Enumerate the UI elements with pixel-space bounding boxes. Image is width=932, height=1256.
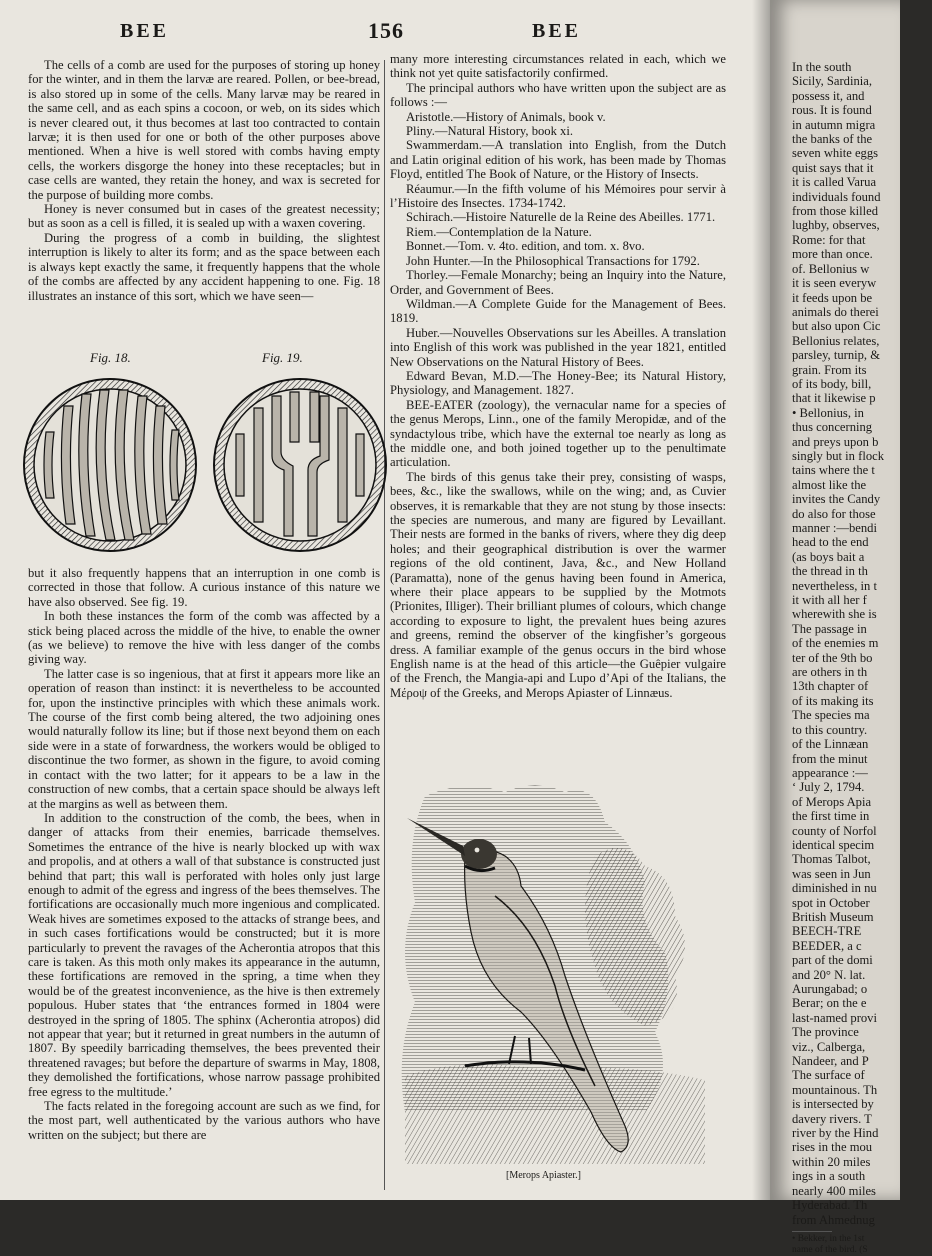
column-3-line: nearly 400 miles <box>792 1183 876 1198</box>
column-3-line: grain. From its <box>792 362 867 377</box>
reference-item: Réaumur.—In the fifth volume of his Mémoires pour servir à l’Histoire des Insectes. 1734-1742. <box>390 181 726 211</box>
comb-figures-illustration <box>20 372 392 558</box>
column-3-line: from those killed <box>792 204 879 219</box>
column-3-line: but also upon Cic <box>792 319 881 334</box>
column-3-line: The species ma <box>792 708 870 723</box>
paragraph: In addition to the construction of the comb, the bees, when in danger of attacks from their enemies, barricade themselves. Sometimes the entrance of the hive is nearly blocked up with wax and propolis, and at others a wall of that substance is constructed just behind that part; this wall is perforated with holes only just large enough to admit of the egress and ingress of the bees themselves. The fortifications are occasionally much more ingenious and complicated. Weak hives are sometimes exposed to the attacks of strange bees, and in such cases fortifications would be constructed; but it is more particularly to prevent the ravages of the Acherontia atropos that this care is taken. As this moth only makes its appearance in the autumn, these fortifications are removed in the spring, a time when they would be of the greatest inconvenience, as the hive is then extremely populous. Huber states that ‘the entrances formed in 1804 were destroyed in the spring of 1805. The sphinx (Acherontia atropos) did not appear that year; but it returned in great numbers in the autumn of 1807. By speedily barricading themselves, the bees prevented their threatened ravages; but before the departure of swarms in May, 1808, they demolished the fortifications, whose narrow passage prohibited free egress to the multitude.’ <box>28 810 380 1099</box>
column-3-line: Aurungabad; o <box>792 982 868 996</box>
column-3-line: the banks of the <box>792 132 873 147</box>
column-3-line: manner :—bendi <box>792 521 877 535</box>
column-3-line: British Museum <box>792 909 874 924</box>
column-3-line: ings in a south <box>792 1169 866 1184</box>
column-3-line: nevertheless, in t <box>792 578 877 593</box>
column-3-line: it is seen everyw <box>792 276 877 291</box>
paragraph: In both these instances the form of the comb was affected by a stick being placed across the middle of the hive, to enable the owner (as we believe) to remove the hive with less danger of the combs giving way. <box>28 609 380 667</box>
column-3-line: rises in the mou <box>792 1140 873 1155</box>
paragraph: The facts related in the foregoing account are such as we find, for the most part, well authenticated by the various authors who have written on the subject; but there are <box>28 1099 380 1142</box>
column-3-line: of the enemies m <box>792 636 879 651</box>
column-3-line: wherewith she is <box>792 607 877 622</box>
column-3-line: possess it, and <box>792 88 865 103</box>
column-3-line: it with all her f <box>792 593 867 608</box>
footnote-rule <box>792 1231 832 1232</box>
column-3-line: lughby, observes, <box>792 218 880 233</box>
column-3-line: parsley, turnip, & <box>792 348 881 363</box>
column-3-line: ter of the 9th bo <box>792 650 873 665</box>
column-3-line: is intersected by <box>792 1097 874 1112</box>
column-3-line: seven white eggs <box>792 146 879 161</box>
column-3-line: was seen in Jun <box>792 866 871 881</box>
column-3-line: tains where the t <box>792 463 875 478</box>
column-3-line: head to the end <box>792 535 869 550</box>
column-1-top <box>28 58 380 303</box>
column-3-line: BEEDER, a c <box>792 938 862 953</box>
footnote-line: name of the bird. (S <box>792 1244 868 1255</box>
paragraph: The cells of a comb are used for the purposes of storing up honey for the winter, and in them the larvæ are reared. Pollen, or bee-bread, is also stored up in some of the cells. Many larvæ may be reared in the same cell, and as each spins a cocoon, or web, on its sides which is never cleared out, it thus becomes at last too contracted to contain larvæ; it is then used for one or both of the other purposes above mentioned. When a hive is well stored with combs having empty cells, the workers disgorge the honey into these receptacles; but in case cells are wanted, they retain the honey, and wax is secreted for the purpose of building more combs. <box>28 58 380 202</box>
column-3-line: county of Norfol <box>792 823 877 838</box>
column-3-line: within 20 miles <box>792 1154 871 1169</box>
column-3-line: Rome: for that <box>792 232 866 247</box>
column-3-line: of. Bellonius w <box>792 261 870 276</box>
fig19-label: Fig. 19. <box>262 350 303 365</box>
column-3-line: individuals found <box>792 189 881 204</box>
page-number: 156 <box>368 18 404 43</box>
column-3-line: part of the domi <box>792 953 873 968</box>
column-2 <box>390 52 726 764</box>
reference-item: Thorley.—Female Monarchy; being an Inquiry into the Nature, Order, and Government of Bees. <box>390 268 726 297</box>
column-3-line: almost like the <box>792 477 867 492</box>
column-3-line: and preys upon b <box>792 434 879 449</box>
reference-item: Schirach.—Histoire Naturelle de la Reine des Abeilles. 1771. <box>406 210 716 225</box>
header-right-title: BEE <box>532 20 582 42</box>
column-3-line: the first time in <box>792 809 870 824</box>
page-header <box>0 14 770 44</box>
reference-item: Riem.—Contemplation de la Nature. <box>406 224 592 239</box>
reference-item: Edward Bevan, M.D.—The Honey-Bee; its Natural History, Physiology, and Management. 1827. <box>390 368 726 398</box>
footnote-line: • Bekker, in the 1st <box>792 1233 865 1244</box>
column-3-line: the thread in th <box>792 564 868 579</box>
column-3-line: Nandeer, and P <box>792 1054 869 1069</box>
column-3-line: of Merops Apia <box>792 794 872 809</box>
column-3-line: The passage in <box>792 621 867 636</box>
column-3-line: BEECH-TRE <box>792 924 862 939</box>
column-3-line: that it likewise p <box>792 391 876 406</box>
reference-item: Huber.—Nouvelles Observations sur les Abeilles. A translation into English of this work was published in the year 1821, entitled New Observations on the Natural History of Bees. <box>390 325 726 369</box>
reference-item: Swammerdam.—A translation into English, from the Dutch and Latin original edition of his work, has been made by Thomas Floyd, entitled The Book of Nature, or the History of Insects. <box>390 138 726 182</box>
column-3-line: invites the Candy <box>792 492 881 507</box>
column-3-line: 13th chapter of <box>792 679 869 694</box>
paragraph: The latter case is so ingenious, that at first it appears more like an operation of reason than instinct: it is nevertheless to be accounted for, upon the instinctive principles with which these animals work. The course of the first comb being altered, the two adjoining ones would naturally follow its line; but if those next beyond them on each side were in a state of forwardness, the workers would be obliged to discontinue the two former, as shown in the figure, to avoid coming in contact with the two latter; for it appears to be a law in the construction of new combs, that a certain space should be always left at the margins as well as between them. <box>28 666 380 811</box>
fig18-comb-diagram <box>24 379 196 551</box>
column-3-line: last-named provi <box>792 1010 877 1025</box>
column-3-line: thus concerning <box>792 420 873 435</box>
column-3-line: singly but in flock <box>792 448 884 463</box>
column-1-bottom <box>28 566 380 1186</box>
column-3-line: (as boys bait a <box>792 549 865 564</box>
column-3-line: The province <box>792 1025 859 1040</box>
bee-eater-engraving <box>405 776 705 1164</box>
reference-item: Pliny.—Natural History, book xi. <box>406 124 573 139</box>
column-3-line: appearance :— <box>792 765 868 780</box>
reference-item: Bonnet.—Tom. v. 4to. edition, and tom. x. 8vo. <box>406 239 645 254</box>
reference-item: Wildman.—A Complete Guide for the Management of Bees. 1819. <box>390 296 726 326</box>
column-3-line: Thomas Talbot, <box>792 852 871 867</box>
column-3-line: and 20° N. lat. <box>792 967 866 982</box>
column-3-line: ‘ July 2, 1794. <box>792 780 865 795</box>
paragraph: The principal authors who have written upon the subject are as follows :— <box>390 80 726 110</box>
column-3-line: davery rivers. T <box>792 1111 872 1126</box>
header-left-title: BEE <box>120 20 170 42</box>
column-3-line: of its making its <box>792 693 874 708</box>
column-3-line: mountainous. Th <box>792 1082 878 1097</box>
column-3-line: diminished in nu <box>792 881 877 896</box>
column-3-line: from Ahmednug <box>792 1212 875 1227</box>
figure-labels <box>28 350 380 370</box>
bird-caption: [Merops Apiaster.] <box>506 1170 581 1181</box>
column-3-line: to this country. <box>792 722 868 737</box>
column-3-cropped <box>792 60 932 1255</box>
reference-item: Aristotle.—History of Animals, book v. <box>406 109 606 124</box>
fig18-label: Fig. 18. <box>90 350 131 365</box>
column-3-line: of the Linnæan <box>792 737 869 752</box>
column-3-line: rous. It is found <box>792 103 872 118</box>
column-3-line: in autumn migra <box>792 117 876 132</box>
column-3-line: more than once. <box>792 247 873 262</box>
column-3-line: • Bellonius, in <box>792 405 864 420</box>
column-3-line: viz., Calberga, <box>792 1039 866 1054</box>
column-3-line: Berar; on the e <box>792 996 867 1011</box>
column-3-line: animals do therei <box>792 304 879 319</box>
paragraph: many more interesting circumstances related in each, which we think not yet quite satisfactorily confirmed. <box>390 52 726 81</box>
column-3-line: The surface of <box>792 1068 865 1083</box>
column-3-line: Bellonius relates, <box>792 333 880 348</box>
fig19-comb-diagram <box>214 379 386 551</box>
paragraph: During the progress of a comb in building, the slightest interruption is likely to alter its form; and as the space between each is always kept exactly the same, it frequently happens that the whole of the combs are affected by any accident happening to one. Fig. 18 illustrates an instance of this sort, which we have seen— <box>28 230 380 303</box>
column-3-line: Sicily, Sardinia, <box>792 74 872 89</box>
column-3-line: river by the Hind <box>792 1126 879 1141</box>
column-3-line: it is called Varua <box>792 175 877 190</box>
column-3-line: spot in October <box>792 895 870 910</box>
bee-eater-entry: BEE-EATER (zoology), the vernacular name for a species of the genus Merops, Linn., one of the family Meropidæ, and of the syndactylous tribe, which have the external toe nearly as long as the middle one, and both joined together up to the penultimate articulation. <box>390 397 726 470</box>
column-3-line: In the south <box>792 60 852 74</box>
paragraph: The birds of this genus take their prey, consisting of wasps, bees, &c., like the swallows, while on the wing; and, as Cuvier observes, it is remarkable that they are not stung by those insects: the species are numerous, and many are figured by Levaillant. Their nests are formed in the banks of rivers, where they dig deep holes; and their geographical distribution is over the warmer regions of the old continent, Java, &c., and New Holland (Paramatta), none of the genus having been found in America, where their place appears to be supplied by the Motmots (Prionites, Illiger). Their brilliant plumes of colours, which change according to exposure to light, the prevalent hues being azures and greens, remind the observer of the kingfisher’s gorgeous dress. A familiar example of the genus occurs in the bird whose English name is at the head of this article—the Guêpier vulgaire of the French, the Mangia-api and Lupo d’Api of the Italians, the Μέροψ of the Greeks, and Merops Apiaster of Linnæus. <box>390 469 726 700</box>
reference-item: John Hunter.—In the Philosophical Transactions for 1792. <box>406 253 700 268</box>
column-rule <box>384 60 385 1190</box>
column-3-line: quist says that it <box>792 160 874 175</box>
column-3-line: identical specim <box>792 837 875 852</box>
column-3-line: it feeds upon be <box>792 290 873 305</box>
paragraph: but it also frequently happens that an interruption in one comb is corrected in those that follow. A curious instance of this nature we have also observed. See fig. 19. <box>28 566 380 609</box>
column-3-line: of its body, bill, <box>792 376 872 391</box>
column-3-line: are others in th <box>792 665 868 680</box>
column-3-line: from the minut <box>792 751 868 766</box>
column-3-line: do also for those <box>792 506 876 521</box>
column-3-line: Hyderabad. Th <box>792 1198 868 1213</box>
paragraph: Honey is never consumed but in cases of the greatest necessity; but as soon as a cell is filled, it is sealed up with a waxen covering. <box>28 202 380 231</box>
